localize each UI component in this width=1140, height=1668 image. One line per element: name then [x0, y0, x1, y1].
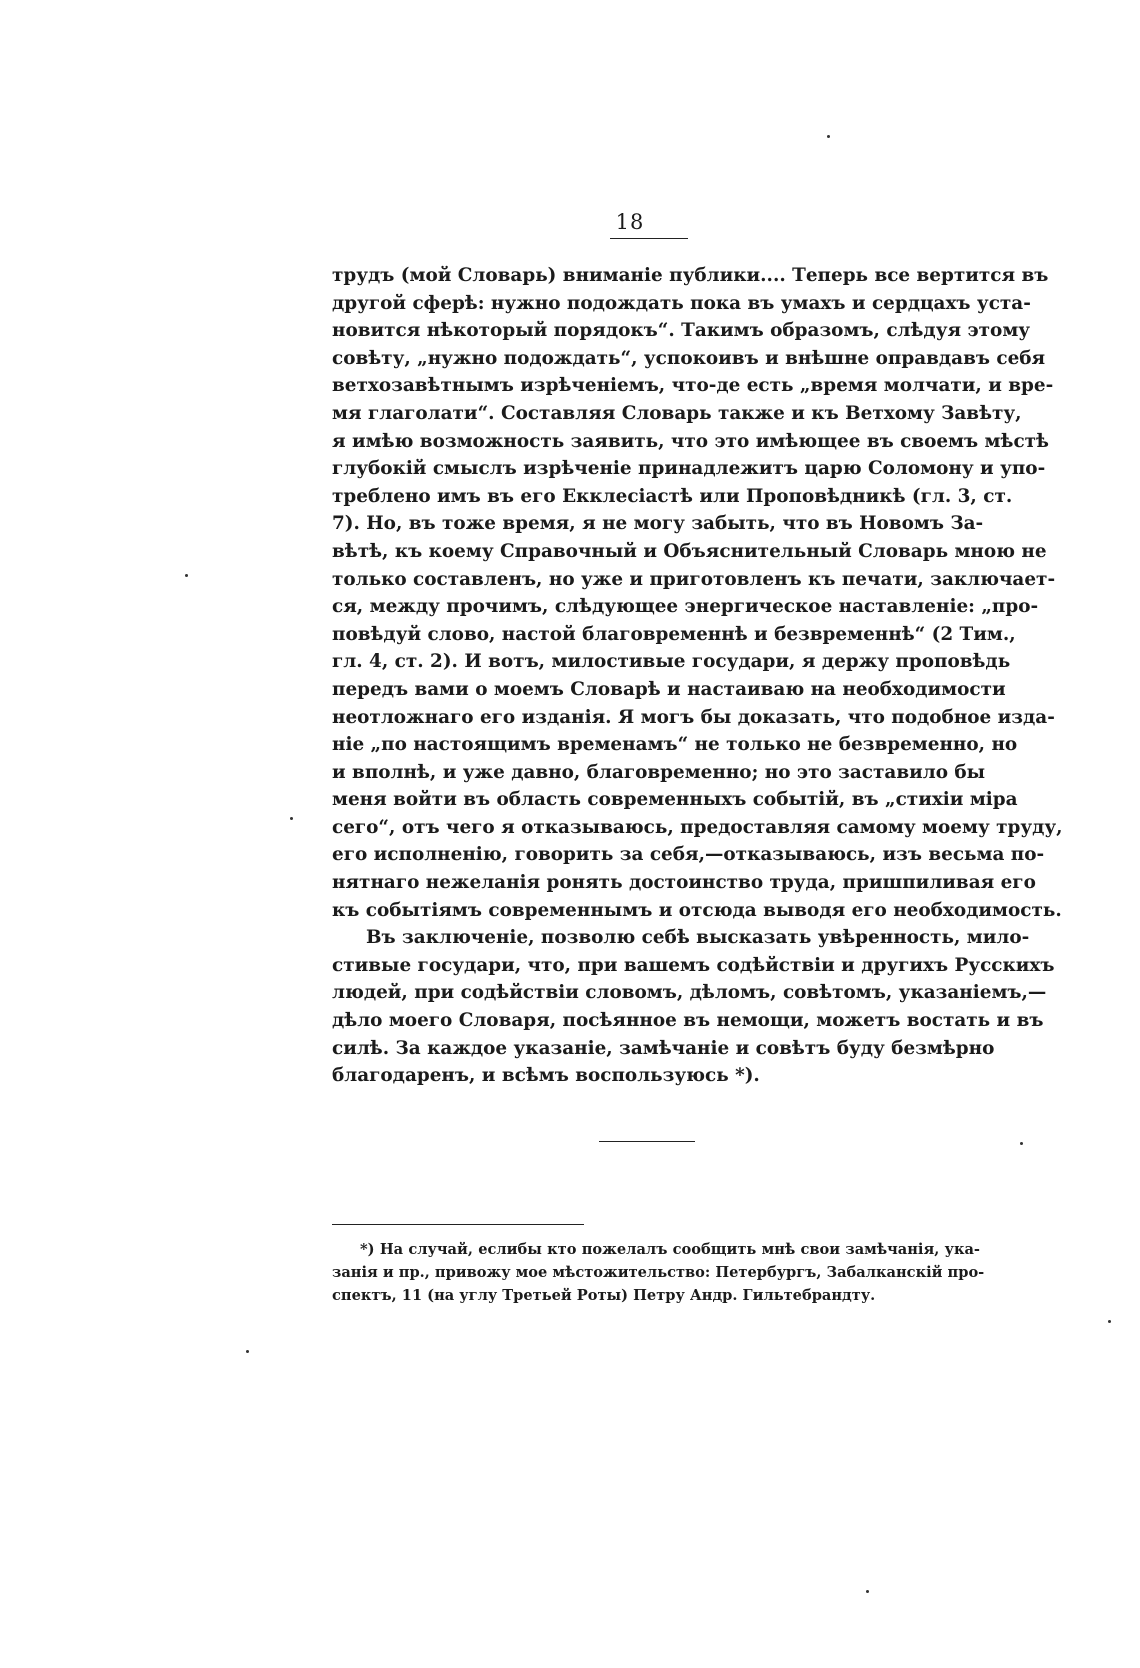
text-line: и вполнѣ, и уже давно, благовременно; но это заставило бы	[332, 761, 986, 783]
text-line: треблено имъ въ его Екклесіастѣ или Проповѣдникѣ (гл. 3, ст.	[332, 485, 1013, 507]
footnote-line: спектъ, 11 (на углу Третьей Роты) Петру Андр. Гильтебрандту.	[332, 1287, 876, 1304]
text-line: ся, между прочимъ, слѣдующее энергическое наставленіе: „про-	[332, 596, 1039, 618]
footnote	[332, 1238, 985, 1307]
text-line: гл. 4, ст. 2). И вотъ, милостивые государи, я держу проповѣдь	[332, 651, 1011, 673]
text-line: ветхозавѣтнымъ изрѣченіемъ, что-де есть „время молчати, и вре-	[332, 375, 1054, 397]
scan-speck	[246, 1350, 249, 1353]
text-line: мя глаголати“. Составляя Словарь также и къ Ветхому Завѣту,	[332, 402, 1022, 424]
text-line: повѣдуй слово, настой благовременнѣ и безвременнѣ“ (2 Тим.,	[332, 623, 1016, 645]
text-line: къ событіямъ современнымъ и отсюда выводя его необходимость.	[332, 899, 1062, 921]
text-line: ніе „по настоящимъ временамъ“ не только не безвременно, но	[332, 734, 1018, 756]
text-line: его исполненію, говорить за себя,—отказываюсь, изъ весьма по-	[332, 844, 1045, 866]
text-line: я имѣю возможность заявить, что это имѣющее въ своемъ мѣстѣ	[332, 430, 1049, 452]
scan-speck	[827, 135, 830, 138]
text-line: другой сферѣ: нужно подождать пока въ умахъ и сердцахъ уста-	[332, 292, 1031, 314]
scan-speck	[185, 574, 188, 577]
text-line: только составленъ, но уже и приготовленъ къ печати, заключает-	[332, 568, 1056, 590]
scan-speck	[1020, 1142, 1023, 1145]
text-line: стивые государи, что, при вашемъ содѣйствіи и другихъ Русскихъ	[332, 954, 1055, 976]
text-line: глубокій смыслъ изрѣченіе принадлежитъ царю Соломону и упо-	[332, 458, 1046, 480]
scan-speck	[1108, 1320, 1111, 1323]
footnote-line: занія и пр., привожу мое мѣстожительство: Петербургъ, Забалканскій про-	[332, 1264, 985, 1281]
scan-speck	[866, 1590, 869, 1593]
text-line: нятнаго нежеланія ронять достоинство труда, пришпиливая его	[332, 872, 1036, 894]
body-text	[332, 262, 1063, 1090]
section-end-rule	[599, 1141, 695, 1142]
text-line: благодаренъ, и всѣмъ воспользуюсь *).	[332, 1065, 760, 1087]
text-line: людей, при содѣйствіи словомъ, дѣломъ, совѣтомъ, указаніемъ,—	[332, 982, 1047, 1004]
text-line: Въ заключеніе, позволю себѣ высказать увѣренность, мило-	[366, 927, 1030, 949]
footnote-line: *) На случай, еслибы кто пожелалъ сообщить мнѣ свои замѣчанія, ука-	[360, 1241, 980, 1258]
text-line: сего“, отъ чего я отказываюсь, предоставляя самому моему труду,	[332, 816, 1063, 838]
text-line: 7). Но, въ тоже время, я не могу забыть, что въ Новомъ За-	[332, 513, 984, 535]
footnote-separator	[332, 1224, 584, 1225]
text-line: вѣтѣ, къ коему Справочный и Объяснительный Словарь мною не	[332, 540, 1047, 562]
text-line: передъ вами о моемъ Словарѣ и настаиваю на необходимости	[332, 678, 1006, 700]
scan-speck	[290, 817, 293, 820]
text-line: дѣло моего Словаря, посѣянное въ немощи, можетъ востать и въ	[332, 1010, 1044, 1032]
page-number: 18	[615, 210, 645, 234]
text-line: меня войти въ область современныхъ событій, въ „стихіи міра	[332, 789, 1018, 811]
text-line: новится нѣкоторый порядокъ“. Такимъ образомъ, слѣдуя этому	[332, 320, 1031, 342]
text-line: силѣ. За каждое указаніе, замѣчаніе и совѣтъ буду безмѣрно	[332, 1037, 995, 1059]
header-rule	[610, 238, 688, 239]
text-line: совѣту, „нужно подождать“, успокоивъ и внѣшне оправдавъ себя	[332, 347, 1046, 369]
text-line: неотложнаго его изданія. Я могъ бы доказать, что подобное изда-	[332, 706, 1055, 728]
text-line: трудъ (мой Словарь) вниманіе публики.... Теперь все вертится въ	[332, 265, 1049, 286]
